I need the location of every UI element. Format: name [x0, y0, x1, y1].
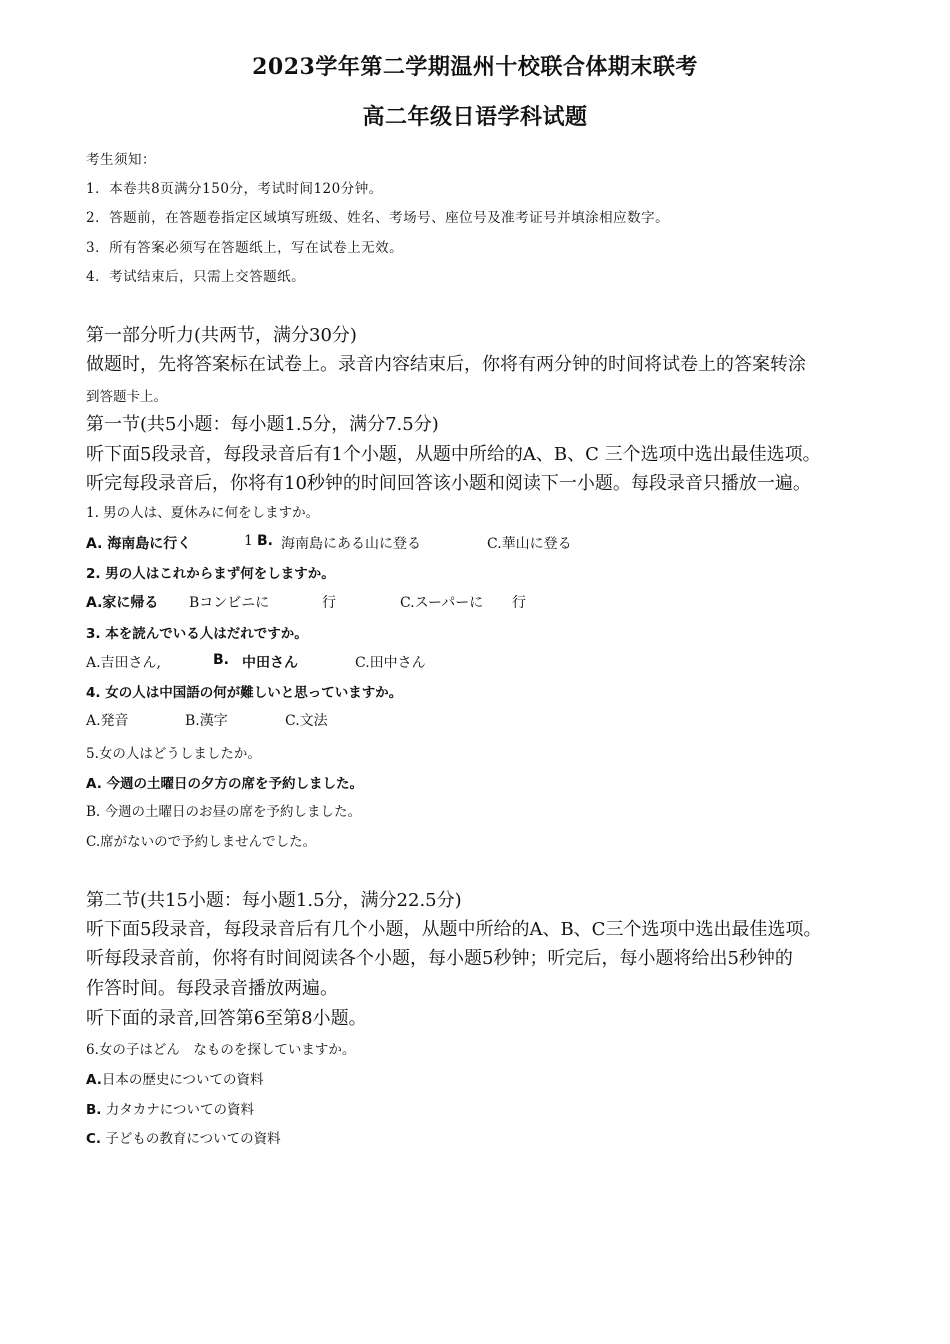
notice-item: 2．答题前，在答题卷指定区域填写班级、姓名、考场号、座位号及准考证号并填涂相应数字。	[86, 210, 670, 226]
option-c: C.席がないので予約しませんでした。	[86, 834, 317, 850]
option-b: 中田さん	[242, 655, 298, 671]
part1-heading: 第一部分听力(共两节，满分30分)	[86, 325, 357, 346]
notice-item: 1．本卷共8页满分150分，考试时间120分钟。	[86, 181, 383, 197]
option-c: C.華山に登る	[487, 536, 572, 552]
option-c: C.スーパーに	[400, 595, 484, 611]
option-a: A.吉田さん,	[86, 655, 162, 671]
option-c-continued: 行	[512, 595, 526, 611]
option-b: Bコンビニに	[189, 595, 270, 611]
exam-title: 2023学年第二学期温州十校联合体期末联考	[252, 54, 698, 80]
question-stem: 3. 本を読んでいる人はだれですか。	[86, 626, 308, 642]
question-stem: 6.女の子はどん なものを探していますか。	[86, 1042, 356, 1058]
notice-item: 3．所有答案必须写在答题纸上，写在试卷上无效。	[86, 240, 404, 256]
option-letter: B.	[86, 1102, 102, 1118]
option-a	[86, 1068, 264, 1088]
part1-instruction: 到答题卡上。	[86, 389, 167, 405]
part1-instruction: 做题时，先将答案标在试卷上。录音内容结束后，你将有两分钟的时间将试卷上的答案转涂	[86, 354, 806, 375]
question-stem: 4. 女の人は中国語の何が難しいと思っていますか。	[86, 685, 403, 701]
section1-heading: 第一节(共5小题：每小题1.5分，满分7.5分)	[86, 414, 439, 435]
option-a: A. 今週の土曜日の夕方の席を予約しました。	[86, 776, 364, 792]
option-a: A.発音	[86, 713, 129, 729]
section1-instruction: 听下面5段录音，每段录音后有1个小题，从题中所给的A、B、C 三个选项中选出最佳选项。	[86, 444, 821, 465]
option-text: 日本の歴史についての資料	[101, 1072, 264, 1088]
option-b-continued: 行	[322, 595, 336, 611]
section2-heading: 第二节(共15小题：每小题1.5分，满分22.5分)	[86, 890, 462, 911]
question-stem: 2. 男の人はこれからまず何をしますか。	[86, 566, 335, 582]
option-c: C.文法	[285, 713, 328, 729]
option-b: B.漢字	[185, 713, 228, 729]
section1-instruction: 听完每段录音后，你将有10秒钟的时间回答该小题和阅读下一小题。每段录音只播放一遍。	[86, 473, 811, 494]
option-b	[86, 1098, 254, 1118]
option-text: 子どもの教育についての資料	[105, 1131, 281, 1147]
option-c: C.田中さん	[355, 655, 426, 671]
section2-instruction: 作答时间。每段录音播放两遍。	[86, 978, 338, 999]
option-letter: A.	[86, 1072, 102, 1088]
section2-instruction: 听每段录音前，你将有时间阅读各个小题，每小题5秒钟；听完后，每小题将给出5秒钟的	[86, 948, 793, 969]
section2-instruction: 听下面的录音,回答第6至第8小题。	[86, 1008, 367, 1029]
notice-item: 4．考试结束后，只需上交答题纸。	[86, 269, 306, 285]
option-b: B. 今週の土曜日のお昼の席を予約しました。	[86, 804, 362, 820]
question-stem: 5.女の人はどうしましたか。	[86, 746, 261, 762]
option-a: A.家に帰る	[86, 595, 159, 611]
option-c	[86, 1127, 281, 1147]
option-letter: C.	[86, 1131, 102, 1147]
question-stem: 1. 男の人は、夏休みに何をしますか。	[86, 505, 320, 521]
option-marker: 1	[244, 533, 253, 549]
option-b-letter: B.	[213, 652, 229, 668]
option-text: 力タカナについての資料	[105, 1102, 254, 1118]
notice-heading: 考生须知：	[86, 152, 156, 168]
option-b: 海南島にある山に登る	[281, 536, 421, 552]
exam-subtitle: 高二年级日语学科试题	[362, 104, 588, 130]
section2-instruction: 听下面5段录音，每段录音后有几个小题，从题中所给的A、B、C三个选项中选出最佳选项。	[86, 919, 822, 940]
option-b-letter: B.	[257, 533, 273, 549]
option-a: A. 海南島に行く	[86, 536, 192, 552]
